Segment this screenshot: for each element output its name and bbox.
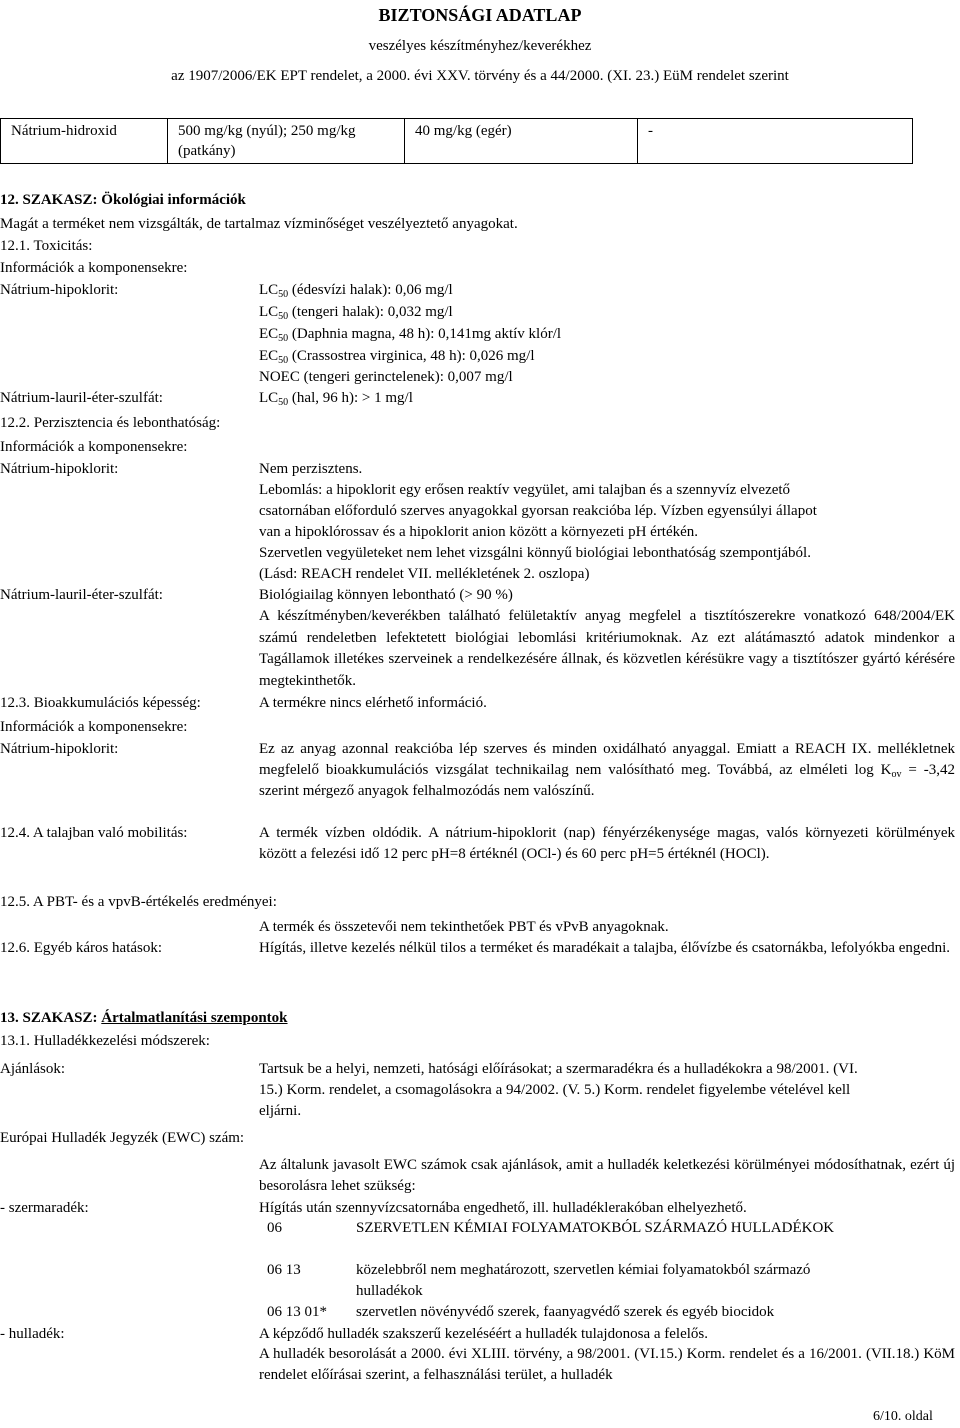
persistence-line: Lebomlás: a hipoklorit egy erősen reaktív vegyület, ami talajban és a szennyvíz elvezető	[259, 482, 791, 498]
components-info-label: Információk a komponensekre:	[0, 260, 188, 276]
component-label: Nátrium-hipoklorit:	[0, 741, 119, 757]
bioaccumulation-paragraph: Ez az anyag azonnal reakcióba lép szerves és minden oxidálható anyaggal. Emiatt a REACH IX. mellékletnek megfelelő bioakkumulációs vizsgálat technikailag nem valósítható meg. Továbbá, az elméleti $\log K_{ov} = -3,42$ szerint mérgező anyagok felhalmozódás nem valószínű.	[259, 741, 955, 799]
table-cell: 500 mg/kg (nyúl); 250 mg/kg (patkány)	[168, 119, 405, 164]
other-effects-paragraph: Hígítás, illetve kezelés nélkül tilos a terméket és maradékait a talajba, élővízbe és csatornákba, lefolyókba engedni.	[259, 940, 950, 956]
waste-label: - hulladék:	[0, 1326, 65, 1342]
section-12-intro: Magát a terméket nem vizsgálták, de tartalmaz vízminőséget veszélyeztető anyagokat.	[0, 216, 518, 232]
tox-value: $EC_{50}$ (Crassostrea virginica, 48 h): 0,026 mg/l	[259, 348, 535, 366]
component-label: Nátrium-hipoklorit:	[0, 461, 119, 477]
regulation-line: az 1907/2006/EK EPT rendelet, a 2000. évi XXV. törvény és a 44/2000. (XI. 23.) EüM rendelet szerint	[171, 68, 789, 84]
document-subtitle: veszélyes készítményhez/keverékhez	[368, 38, 592, 54]
page-number: 6/10. oldal	[873, 1409, 933, 1424]
section-12-heading: 12. SZAKASZ: Ökológiai információk	[0, 192, 246, 208]
ewc-description: szervetlen növényvédő szerek, faanyagvédő szerek és egyéb biocidok	[356, 1304, 775, 1320]
persistence-line: van a hipoklórossav és a hipoklorit anion között a környezeti pH értékén.	[259, 524, 699, 540]
tox-value: $EC_{50}$ (Daphnia magna, 48 h): 0,141mg aktív klór/l	[259, 326, 562, 344]
bioaccumulation-value: A termékre nincs elérhető információ.	[259, 695, 487, 711]
persistence-title: 12.2. Perzisztencia és lebonthatóság:	[0, 415, 221, 431]
waste-paragraph: A hulladék besorolását a 2000. évi XLIII. törvény, a 98/2001. (VI.15.) Korm. rendelet és a 16/2001. (VII.18.) KöM rendelet előírásai szerint, a felhasználási terület, a hulladék	[259, 1346, 955, 1383]
other-effects-title: 12.6. Egyéb káros hatások:	[0, 940, 163, 956]
ewc-code: 06 13 01*	[267, 1304, 327, 1320]
component-label: Nátrium-lauril-éter-szulfát:	[0, 587, 163, 603]
ewc-code: 06	[267, 1220, 282, 1236]
persistence-line: (Lásd: REACH rendelet VII. mellékletének 2. oszlopa)	[259, 566, 590, 582]
tox-value: $LC_{50}$ (hal, 96 h): > 1 mg/l	[259, 390, 413, 408]
waste-methods-title: 13.1. Hulladékkezelési módszerek:	[0, 1033, 210, 1049]
residue-text: Hígítás után szennyvízcsatornába engedhető, ill. hulladéklerakóban elhelyezhető.	[259, 1200, 747, 1216]
section-13-heading: 13. SZAKASZ: Ártalmatlanítási szempontok	[0, 1010, 288, 1026]
table-cell: -	[638, 119, 913, 164]
ewc-description: közelebbről nem meghatározott, szervetlen kémiai folyamatokból származó hulladékok	[356, 1262, 811, 1299]
components-info-label: Információk a komponensekre:	[0, 719, 188, 735]
table-cell: Nátrium-hidroxid	[1, 119, 168, 164]
ewc-code: 06 13	[267, 1262, 301, 1278]
tox-value: $LC_{50}$ (tengeri halak): 0,032 mg/l	[259, 304, 453, 322]
ewc-paragraph: Az általunk javasolt EWC számok csak ajánlások, amit a hulladék keletkezési körülményei módosíthatnak, ezért új besorolásra lehet szükség:	[259, 1157, 955, 1194]
toxicity-table	[0, 118, 913, 164]
persistence-line: Biológiailag könnyen lebontható (> 90 %)	[259, 587, 513, 603]
ewc-description: SZERVETLEN KÉMIAI FOLYAMATOKBÓL SZÁRMAZÓ HULLADÉKOK	[356, 1220, 835, 1236]
residue-label: - szermaradék:	[0, 1200, 89, 1216]
document-title: BIZTONSÁGI ADATLAP	[378, 5, 582, 25]
persistence-line: Nem perzisztens.	[259, 461, 363, 477]
table-row	[1, 119, 913, 164]
ewc-label: Európai Hulladék Jegyzék (EWC) szám:	[0, 1130, 245, 1146]
mobility-paragraph: A termék vízben oldódik. A nátrium-hipoklorit (nap) fényérzékenysége magas, valós környezeti körülmények között a felezési idő 12 perc pH=8 értéknél (OCl-) és 60 perc pH=5 értéknél (HOCl).	[259, 825, 955, 862]
components-info-label: Információk a komponensekre:	[0, 439, 188, 455]
mobility-title: 12.4. A talajban való mobilitás:	[0, 825, 188, 841]
recommendations-label: Ajánlások:	[0, 1061, 65, 1077]
surfactant-paragraph: A készítményben/keverékben található felületaktív anyag megfelel a tisztítószerekre vonatkozó 648/2004/EK számú rendeletben lefektetett biológiai lebomlási kritériumoknak. Az ezt alátámasztó adatok mindenkor a Tagállamok illetékes szerveinek a rendelkezésére állnak, és közvetlen kérésükre vagy a tisztítószer gyártó kérésére megtekinthetők.	[259, 608, 955, 689]
component-label: Nátrium-lauril-éter-szulfát:	[0, 390, 163, 406]
bioaccumulation-title: 12.3. Bioakkumulációs képesség:	[0, 695, 201, 711]
tox-value: $LC_{50}$ (édesvízi halak): 0,06 mg/l	[259, 282, 453, 300]
table-cell: 40 mg/kg (egér)	[405, 119, 638, 164]
persistence-line: Szervetlen vegyületeket nem lehet vizsgálni könnyű biológiai lebonthatóság szempontjából.	[259, 545, 811, 561]
persistence-line: csatornában előforduló szerves anyagokkal gyorsan reakcióba lép. Vízben egyensúlyi állapot	[259, 503, 817, 519]
toxicity-title: 12.1. Toxicitás:	[0, 238, 93, 254]
recommendations-paragraph: Tartsuk be a helyi, nemzeti, hatósági előírásokat; a szermaradékra és a hulladékokra a 98/2001. (VI. 15.) Korm. rendelet, a csomagolásokra a 94/2002. (V. 5.) Korm. rendelet figyelembe vételével kell eljárni.	[259, 1061, 858, 1119]
tox-value: NOEC (tengeri gerinctelenek): 0,007 mg/l	[259, 369, 513, 385]
waste-text: A képződő hulladék szakszerű kezeléséért a hulladék tulajdonosa a felelős.	[259, 1326, 708, 1342]
pbt-value: A termék és összetevői nem tekinthetőek PBT és vPvB anyagoknak.	[259, 919, 669, 935]
component-label: Nátrium-hipoklorit:	[0, 282, 119, 298]
pbt-title: 12.5. A PBT- és a vpvB-értékelés eredményei:	[0, 894, 277, 910]
